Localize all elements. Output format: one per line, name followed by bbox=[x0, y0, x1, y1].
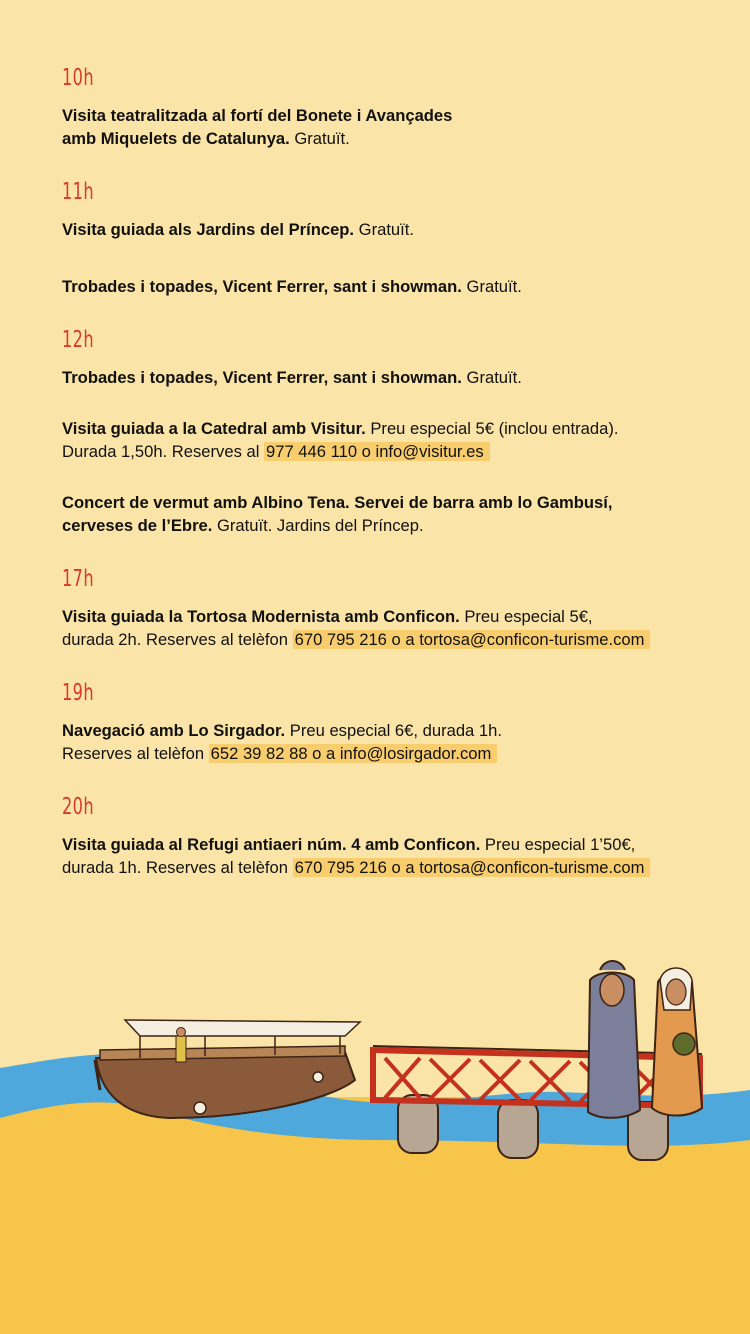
schedule bbox=[62, 64, 722, 899]
event-item bbox=[62, 491, 722, 537]
event-item bbox=[62, 605, 722, 651]
event-title-line2: amb Miquelets de Catalunya. bbox=[62, 129, 290, 148]
event-desc: Gratuït. bbox=[354, 220, 414, 239]
hour-heading: 10h bbox=[62, 65, 94, 91]
event-item bbox=[62, 719, 722, 765]
event-item bbox=[62, 275, 722, 298]
event-title: Visita guiada a la Catedral amb Visitur. bbox=[62, 419, 366, 438]
hour-block-11h bbox=[62, 178, 722, 298]
event-item bbox=[62, 833, 722, 879]
hour-heading: 20h bbox=[62, 794, 94, 820]
event-desc: Preu especial 6€, durada 1h. bbox=[285, 721, 502, 740]
event-desc: Gratuït. bbox=[461, 277, 522, 296]
event-desc: Gratuït. Jardins del Príncep. bbox=[212, 516, 424, 535]
event-title: Visita guiada al Refugi antiaeri núm. 4 amb Conficon. bbox=[62, 835, 481, 854]
illustration bbox=[0, 940, 750, 1170]
hour-heading: 19h bbox=[62, 680, 94, 706]
event-desc: Preu especial 1’50€, bbox=[480, 835, 636, 854]
event-title-line2: cerveses de l’Ebre. bbox=[62, 516, 213, 535]
event-desc-line2: Durada 1,50h. Reserves al bbox=[62, 442, 265, 461]
hour-block-20h bbox=[62, 793, 722, 879]
event-desc: Gratuït. bbox=[461, 368, 522, 387]
event-item bbox=[62, 366, 722, 389]
contact-highlight[interactable]: 670 795 216 o a tortosa@conficon-turisme.com bbox=[293, 858, 651, 877]
hour-block-17h bbox=[62, 565, 722, 651]
figures-icon bbox=[588, 961, 702, 1118]
event-title: Navegació amb Lo Sirgador. bbox=[62, 721, 286, 740]
event-title: Visita teatralitzada al fortí del Bonete i Avançades bbox=[62, 106, 453, 125]
hour-heading: 12h bbox=[62, 327, 94, 353]
hour-block-12h bbox=[62, 326, 722, 537]
contact-highlight[interactable]: 670 795 216 o a tortosa@conficon-turisme.com bbox=[293, 630, 651, 649]
hour-block-10h bbox=[62, 64, 722, 150]
event-title: Trobades i topades, Vicent Ferrer, sant i showman. bbox=[62, 277, 462, 296]
event-title: Concert de vermut amb Albino Tena. Servei de barra amb lo Gambusí, bbox=[62, 493, 613, 512]
event-desc-line2: durada 2h. Reserves al telèfon bbox=[62, 630, 293, 649]
event-item bbox=[62, 104, 722, 150]
event-title: Visita guiada als Jardins del Príncep. bbox=[62, 220, 355, 239]
event-desc-line2: Reserves al telèfon bbox=[62, 744, 209, 763]
contact-highlight[interactable]: 977 446 110 o info@visitur.es bbox=[264, 442, 490, 461]
event-item bbox=[62, 417, 722, 463]
hour-heading: 11h bbox=[62, 179, 94, 205]
event-title: Visita guiada la Tortosa Modernista amb Conficon. bbox=[62, 607, 460, 626]
event-desc: Gratuït. bbox=[289, 129, 350, 148]
contact-highlight[interactable]: 652 39 82 88 o a info@losirgador.com bbox=[209, 744, 498, 763]
event-title: Trobades i topades, Vicent Ferrer, sant i showman. bbox=[62, 368, 462, 387]
event-desc: Preu especial 5€ (inclou entrada). bbox=[365, 419, 619, 438]
hour-heading: 17h bbox=[62, 566, 94, 592]
hour-block-19h bbox=[62, 679, 722, 765]
event-item bbox=[62, 218, 722, 241]
event-desc-line2: durada 1h. Reserves al telèfon bbox=[62, 858, 293, 877]
event-desc: Preu especial 5€, bbox=[459, 607, 593, 626]
